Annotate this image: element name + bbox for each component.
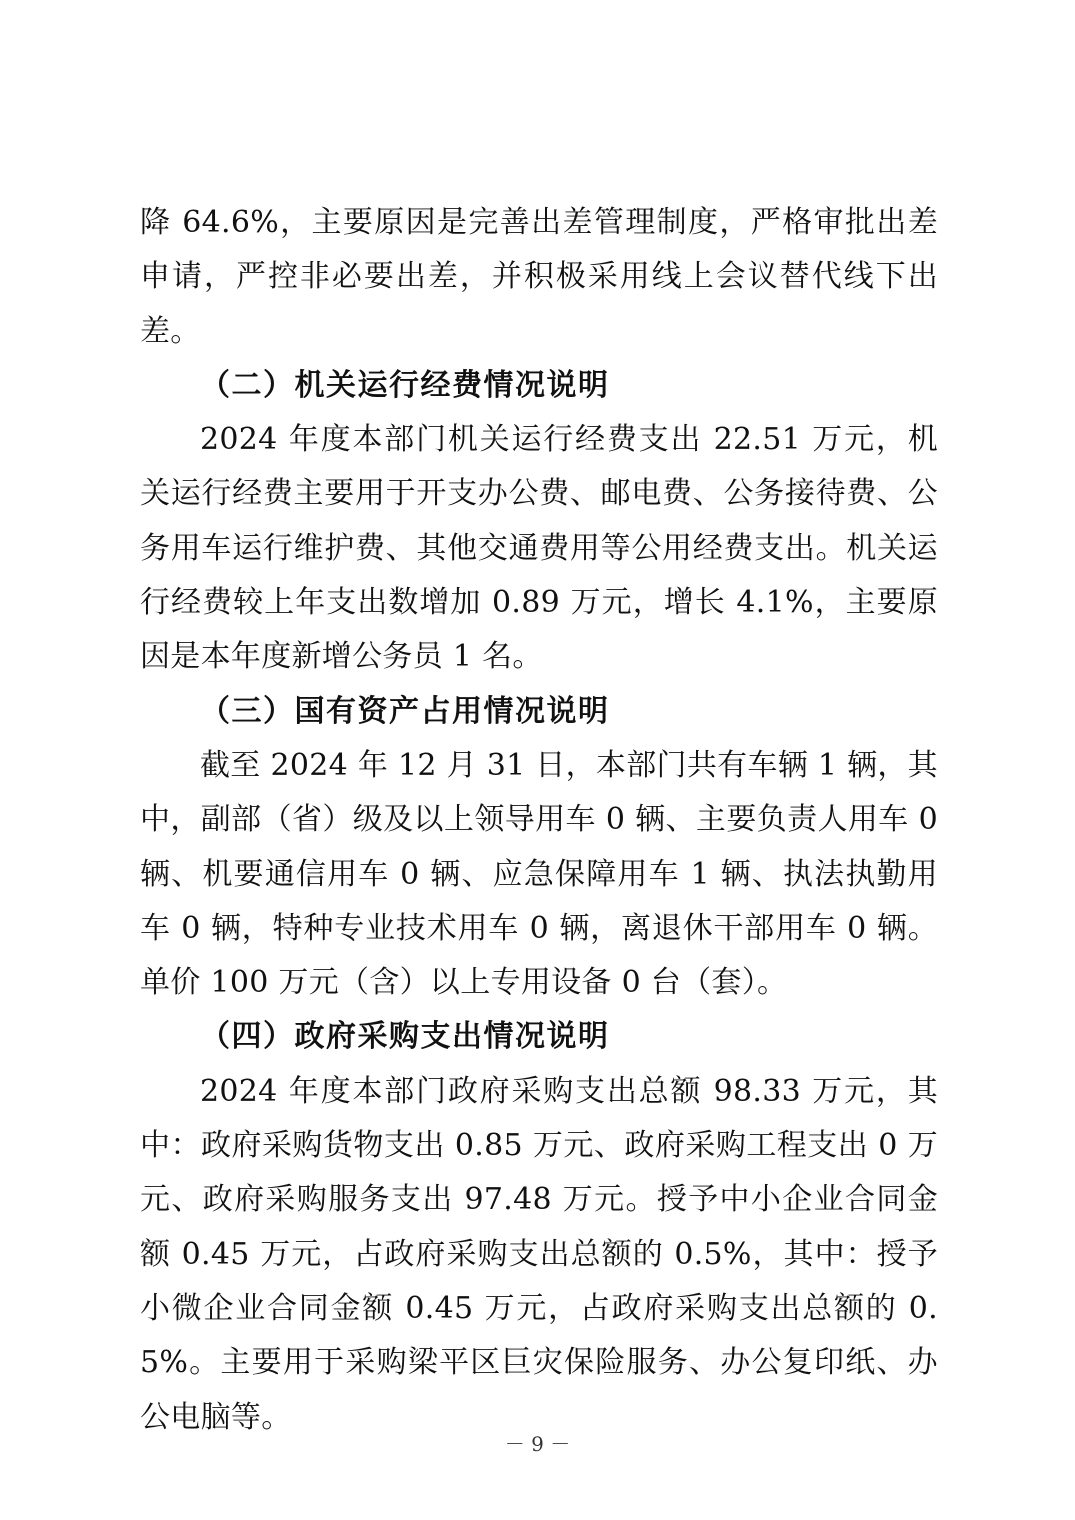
section-heading-government-procurement: （四）政府采购支出情况说明 — [200, 1019, 610, 1055]
section-heading-state-assets: （三）国有资产占用情况说明 — [200, 693, 610, 729]
paragraph-government-procurement: 2024 年度本部门政府采购支出总额 98.33 万元，其中：政府采购货物支出 0.85 万元、政府采购工程支出 0 万元、政府采购服务支出 97.48 万元。授予中小企业合同金额 0.45 万元，占政府采购支出总额的 0.5%，其中：授予小微企业合同金额 0.45 万元，占政府采购支出总额的 0.5%。主要用于采购梁平区巨灾保险服务、办公复印纸、办公电脑等。 — [140, 1073, 938, 1435]
section-heading-operating-expenses: （二）机关运行经费情况说明 — [200, 367, 610, 403]
paragraph-travel-continued: 降 64.6%，主要原因是完善出差管理制度，严格审批出差申请，严控非必要出差，并积极采用线上会议替代线下出差。 — [140, 205, 938, 349]
page-number: － 9 － — [504, 1432, 571, 1456]
document-body — [140, 196, 938, 1445]
paragraph-operating-expenses: 2024 年度本部门机关运行经费支出 22.51 万元，机关运行经费主要用于开支办公费、邮电费、公务接待费、公务用车运行维护费、其他交通费用等公用经费支出。机关运行经费较上年支出数增加 0.89 万元，增长 4.1%，主要原因是本年度新增公务员 1 名。 — [140, 422, 938, 675]
paragraph-state-assets: 截至 2024 年 12 月 31 日，本部门共有车辆 1 辆，其中，副部（省）级及以上领导用车 0 辆、主要负责人用车 0 辆、机要通信用车 0 辆、应急保障用车 1 辆、执法执勤用车 0 辆，特种专业技术用车 0 辆，离退休干部用车 0 辆。单价 100 万元（含）以上专用设备 0 台（套）。 — [140, 747, 938, 1001]
